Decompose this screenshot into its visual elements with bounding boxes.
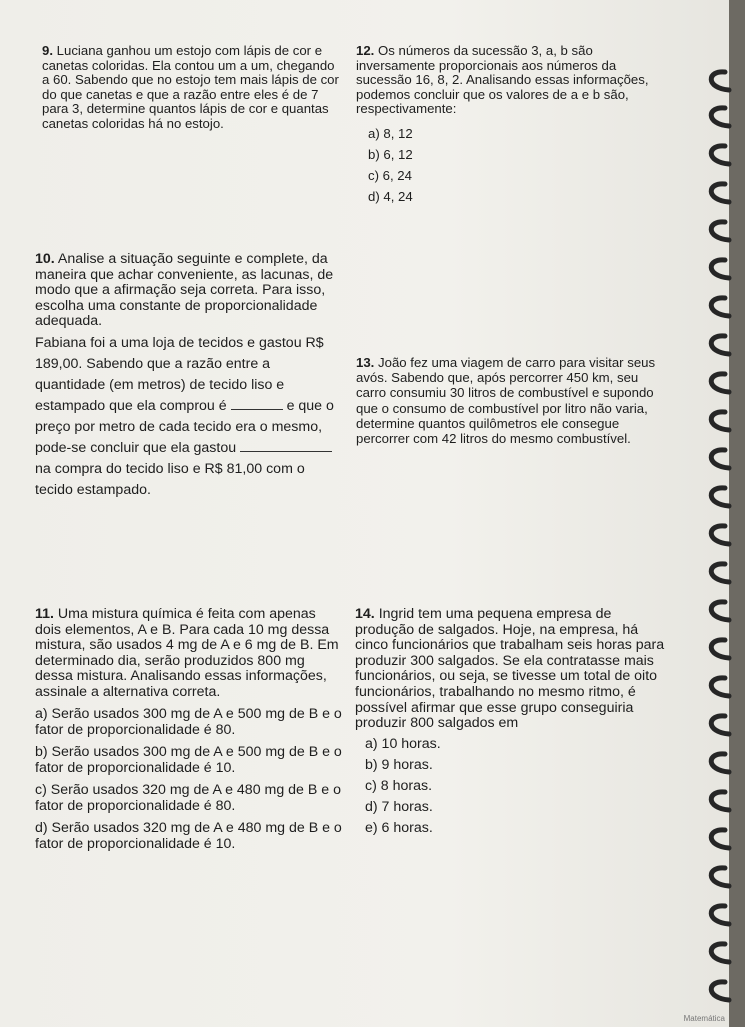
question-number: 13. [356,355,375,370]
binding-ring [711,108,729,126]
binding-ring [711,754,729,772]
binding-ring [711,450,729,468]
option-c[interactable]: c) 8 horas. [365,777,433,794]
question-text-part2: e que o preço por metro de cada tecido era o mesmo, pode-se concluir que ela gastou [35,397,334,456]
question-9 [42,44,342,132]
question-number: 14. [355,606,375,622]
amount-blank[interactable] [240,441,332,452]
option-b[interactable]: b) 9 horas. [365,756,433,773]
question-text: Luciana ganhou um estojo com lápis de cor e canetas coloridas. Ela contou um a um, chegando a 60. Sabendo que no estojo tem mais lápis de cor do que canetas e que a razão entre eles é de 7 para 3, determine quantos lápis de cor e quantas canetas coloridas há no estojo. [42,43,339,131]
spiral-binding [685,0,745,1027]
binding-ring [711,72,729,90]
question-text: João fez uma viagem de carro para visitar seus avós. Sabendo que, após percorrer 450 km, seu carro consumiu 30 litros de combustível e supondo que o consumo de combustível por litro não varia, determine quantos quilômetros ele consegue percorrer com 42 litros do mesmo combustível. [356,355,656,447]
options-list [368,123,656,207]
option-a[interactable]: a) 10 horas. [365,735,441,752]
option-d[interactable]: d) 4, 24 [368,188,413,204]
question-text: Uma mistura química é feita com apenas dois elementos, A e B. Para cada 10 mg dessa mistura, são usados 4 mg de A e 6 mg de B. Em determinado dia, serão produzidos 800 mg dessa mistura. Analisando essas informações, assinale a alternativa correta. [35,606,339,700]
option-d[interactable]: d) Serão usados 320 mg de A e 480 mg de B e o fator de proporcionalidade é 10. [35,819,342,853]
option-b[interactable]: b) Serão usados 300 mg de A e 500 mg de B e o fator de proporcionalidade é 10. [35,743,342,777]
binding-ring [711,906,729,924]
binding-ring [711,184,729,202]
question-text: Ingrid tem uma pequena empresa de produção de salgados. Hoje, na empresa, há cinco funcionários que trabalham seis horas para produzir 300 salgados. Se ela contratasse mais funcionários, ou seja, se tivesse um total de oito funcionários, trabalhando no mesmo ritmo, é possível afirmar que esse grupo conseguiria produzir 800 salgados em [355,606,665,732]
question-14 [355,607,670,839]
option-c[interactable]: c) 6, 24 [368,167,412,183]
options-list [365,734,670,839]
binding-ring [711,526,729,544]
binding-ring [711,830,729,848]
binding-ring [711,982,729,1000]
question-text: Os números da sucessão 3, a, b são inversamente proporcionais aos números da sucessão 16, 8, 2. Analisando essas informações, podemos concluir que os valores de a e b são, respectivamente: [356,43,649,117]
binding-ring [711,146,729,164]
binding-ring [711,602,729,620]
binding-ring [711,374,729,392]
question-intro: Analise a situação seguinte e complete, da maneira que achar conveniente, as lacunas, de modo que a afirmação seja correta. Para isso, escolha uma constante de proporcionalidade adequada. [35,251,334,330]
question-number: 12. [356,43,375,58]
binding-ring [711,868,729,886]
option-a[interactable]: a) 8, 12 [368,125,413,141]
binding-ring [711,678,729,696]
question-text-part1: Fabiana foi a uma loja de tecidos e gastou R$ 189,00. Sabendo que a razão entre a quantidade (em metros) de tecido liso e estampado que ela comprou é [35,334,324,414]
question-11 [35,607,343,853]
binding-ring [711,336,729,354]
ratio-blank[interactable] [231,399,283,410]
question-number: 10. [35,251,55,267]
binding-ring [711,716,729,734]
option-d[interactable]: d) 7 horas. [365,798,433,815]
binding-ring [711,298,729,316]
binding-ring [711,412,729,430]
question-10 [35,252,335,501]
question-number: 11. [35,606,54,622]
option-c[interactable]: c) Serão usados 320 mg de A e 480 mg de B e o fator de proporcionalidade é 80. [35,781,342,815]
binding-ring [711,488,729,506]
option-b[interactable]: b) 6, 12 [368,146,413,162]
binding-ring [711,640,729,658]
page-footer: Matemática [683,1014,725,1023]
binding-ring [711,260,729,278]
question-12 [356,44,656,207]
binding-ring [711,944,729,962]
options-list [35,706,343,853]
option-a[interactable]: a) Serão usados 300 mg de A e 500 mg de B e o fator de proporcionalidade é 80. [35,705,342,739]
question-13 [356,355,668,446]
binding-ring [711,564,729,582]
question-number: 9. [42,43,53,58]
option-e[interactable]: e) 6 horas. [365,819,433,836]
question-text-part3: na compra do tecido liso e R$ 81,00 com o tecido estampado. [35,460,305,498]
binding-ring [711,222,729,240]
binding-ring [711,792,729,810]
